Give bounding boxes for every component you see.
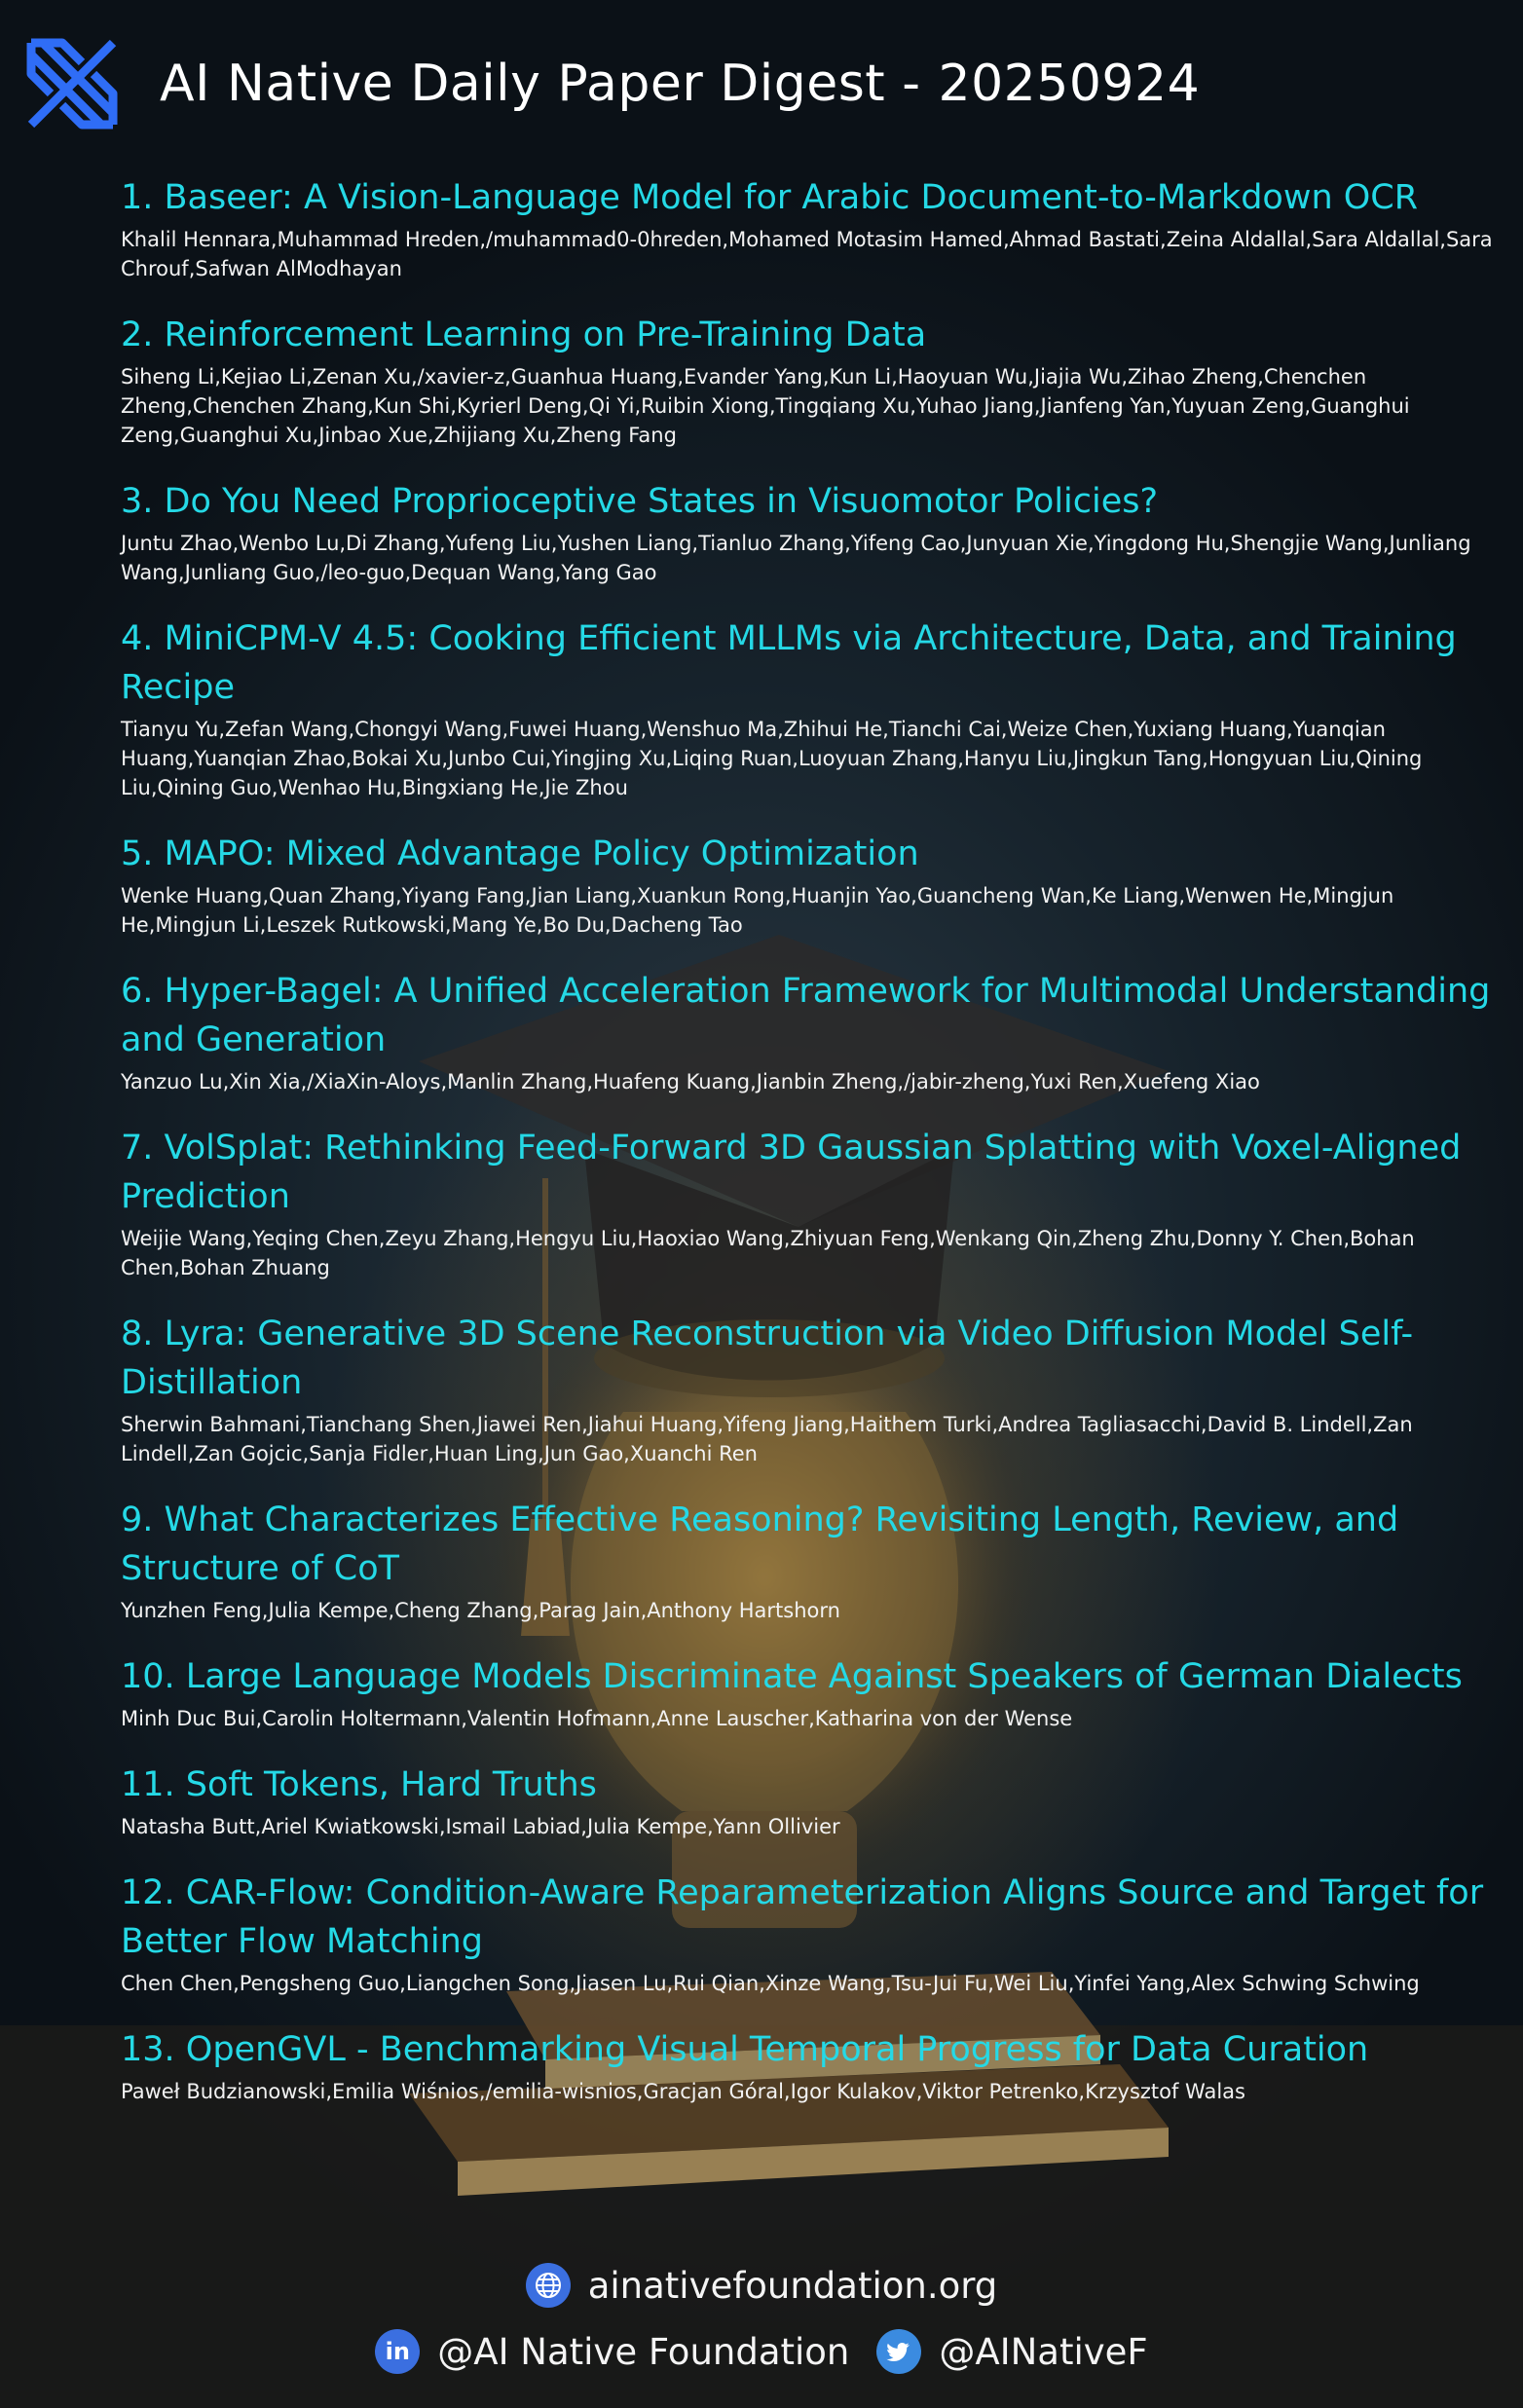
paper-authors: Weijie Wang,Yeqing Chen,Zeyu Zhang,Hengyu Liu,Haoxiao Wang,Zhiyuan Feng,Wenkang Qin,Zheng Zhu,Donny Y. Chen,Bohan Chen,Bohan Zhuang bbox=[121, 1227, 1415, 1279]
paper-title-link[interactable]: 1. Baseer: A Vision-Language Model for Arabic Document-to-Markdown OCR bbox=[121, 178, 1419, 217]
title-date: 20250924 bbox=[938, 55, 1201, 113]
paper-item bbox=[121, 1652, 1494, 1733]
paper-authors: Tianyu Yu,Zefan Wang,Chongyi Wang,Fuwei Huang,Wenshuo Ma,Zhihui He,Tianchi Cai,Weize Chen,Yuxiang Huang,Yuanqian Huang,Yuanqian Zhao,Bokai Xu,Junbo Cui,Yingjing Xu,Liqing Ruan,Luoyuan Zhang,Hanyu Liu,Jingkun Tang,Hongyuan Liu,Qining Liu,Qining Guo,Wenhao Hu,Bingxiang He,Jie Zhou bbox=[121, 718, 1423, 799]
paper-title-link[interactable]: 6. Hyper-Bagel: A Unified Acceleration Framework for Multimodal Understanding and Generation bbox=[121, 972, 1491, 1059]
paper-item bbox=[121, 1760, 1494, 1841]
paper-list bbox=[121, 173, 1494, 2133]
twitter-handle[interactable]: @AINativeF bbox=[939, 2330, 1148, 2373]
paper-authors: Chen Chen,Pengsheng Guo,Liangchen Song,Jiasen Lu,Rui Qian,Xinze Wang,Tsu-Jui Fu,Wei Liu,Yinfei Yang,Alex Schwing Schwing bbox=[121, 1972, 1420, 1995]
paper-title-link[interactable]: 5. MAPO: Mixed Advantage Policy Optimization bbox=[121, 834, 919, 873]
paper-authors: Natasha Butt,Ariel Kwiatkowski,Ismail Labiad,Julia Kempe,Yann Ollivier bbox=[121, 1815, 840, 1838]
paper-authors: Wenke Huang,Quan Zhang,Yiyang Fang,Jian Liang,Xuankun Rong,Huanjin Yao,Guancheng Wan,Ke Liang,Wenwen He,Mingjun He,Mingjun Li,Leszek Rutkowski,Mang Ye,Bo Du,Dacheng Tao bbox=[121, 884, 1394, 937]
linkedin-handle[interactable]: @AI Native Foundation bbox=[437, 2330, 850, 2373]
paper-item bbox=[121, 311, 1494, 450]
linkedin-icon[interactable]: in bbox=[375, 2329, 420, 2374]
paper-authors: Siheng Li,Kejiao Li,Zenan Xu,/xavier-z,Guanhua Huang,Evander Yang,Kun Li,Haoyuan Wu,Jiajia Wu,Zihao Zheng,Chenchen Zheng,Chenchen Zhang,Kun Shi,Kyrierl Deng,Qi Yi,Ruibin Xiong,Tingqiang Xu,Yuhao Jiang,Jianfeng Yan,Yuyuan Zeng,Guanghui Zeng,Guanghui Xu,Jinbao Xue,Zhijiang Xu,Zheng Fang bbox=[121, 365, 1410, 447]
logo-icon bbox=[23, 35, 121, 132]
paper-item bbox=[121, 173, 1494, 283]
paper-authors: Minh Duc Bui,Carolin Holtermann,Valentin Hofmann,Anne Lauscher,Katharina von der Wense bbox=[121, 1707, 1073, 1730]
paper-authors: Khalil Hennara,Muhammad Hreden,/muhammad0-0hreden,Mohamed Motasim Hamed,Ahmad Bastati,Zeina Aldallal,Sara Aldallal,Sara Chrouf,Safwan AlModhayan bbox=[121, 228, 1493, 280]
paper-item bbox=[121, 477, 1494, 587]
website-link[interactable]: ainativefoundation.org bbox=[587, 2264, 998, 2307]
paper-title-link[interactable]: 10. Large Language Models Discriminate Against Speakers of German Dialects bbox=[121, 1657, 1463, 1696]
paper-title-link[interactable]: 8. Lyra: Generative 3D Scene Reconstruction via Video Diffusion Model Self-Distillation bbox=[121, 1315, 1414, 1402]
page-title bbox=[160, 55, 1200, 113]
paper-title-link[interactable]: 9. What Characterizes Effective Reasoning? Revisiting Length, Review, and Structure of CoT bbox=[121, 1500, 1399, 1588]
paper-item bbox=[121, 1869, 1494, 1998]
paper-title-link[interactable]: 7. VolSplat: Rethinking Feed-Forward 3D Gaussian Splatting with Voxel-Aligned Prediction bbox=[121, 1129, 1462, 1216]
paper-item bbox=[121, 1496, 1494, 1625]
paper-item bbox=[121, 1124, 1494, 1282]
paper-authors: Yanzuo Lu,Xin Xia,/XiaXin-Aloys,Manlin Zhang,Huafeng Kuang,Jianbin Zheng,/jabir-zheng,Yuxi Ren,Xuefeng Xiao bbox=[121, 1070, 1260, 1093]
paper-authors: Sherwin Bahmani,Tianchang Shen,Jiawei Ren,Jiahui Huang,Yifeng Jiang,Haithem Turki,Andrea Tagliasacchi,David B. Lindell,Zan Lindell,Zan Gojcic,Sanja Fidler,Huan Ling,Jun Gao,Xuanchi Ren bbox=[121, 1413, 1413, 1465]
paper-authors: Paweł Budzianowski,Emilia Wiśnios,/emilia-wisnios,Gracjan Góral,Igor Kulakov,Viktor Petrenko,Krzysztof Walas bbox=[121, 2080, 1245, 2103]
website-row[interactable] bbox=[0, 2254, 1523, 2316]
paper-title-link[interactable]: 13. OpenGVL - Benchmarking Visual Temporal Progress for Data Curation bbox=[121, 2030, 1369, 2069]
paper-item bbox=[121, 614, 1494, 802]
title-text: AI Native Daily Paper Digest - bbox=[160, 55, 921, 113]
paper-title-link[interactable]: 2. Reinforcement Learning on Pre-Training Data bbox=[121, 315, 927, 354]
footer bbox=[0, 2254, 1523, 2383]
paper-item bbox=[121, 2025, 1494, 2106]
paper-authors: Juntu Zhao,Wenbo Lu,Di Zhang,Yufeng Liu,Yushen Liang,Tianluo Zhang,Yifeng Cao,Junyuan Xie,Yingdong Hu,Shengjie Wang,Junliang Wang,Junliang Guo,/leo-guo,Dequan Wang,Yang Gao bbox=[121, 532, 1471, 584]
twitter-icon[interactable] bbox=[876, 2329, 921, 2374]
paper-item bbox=[121, 967, 1494, 1096]
globe-icon bbox=[526, 2263, 571, 2308]
paper-item bbox=[121, 830, 1494, 940]
social-row bbox=[0, 2320, 1523, 2383]
paper-title-link[interactable]: 11. Soft Tokens, Hard Truths bbox=[121, 1765, 597, 1804]
paper-title-link[interactable]: 3. Do You Need Proprioceptive States in Visuomotor Policies? bbox=[121, 482, 1159, 521]
paper-title-link[interactable]: 12. CAR-Flow: Condition-Aware Reparameterization Aligns Source and Target for Better Flow Matching bbox=[121, 1873, 1484, 1961]
paper-authors: Yunzhen Feng,Julia Kempe,Cheng Zhang,Parag Jain,Anthony Hartshorn bbox=[121, 1599, 840, 1622]
header bbox=[23, 35, 1484, 132]
paper-item bbox=[121, 1310, 1494, 1468]
paper-title-link[interactable]: 4. MiniCPM-V 4.5: Cooking Efficient MLLMs via Architecture, Data, and Training Recipe bbox=[121, 619, 1457, 707]
